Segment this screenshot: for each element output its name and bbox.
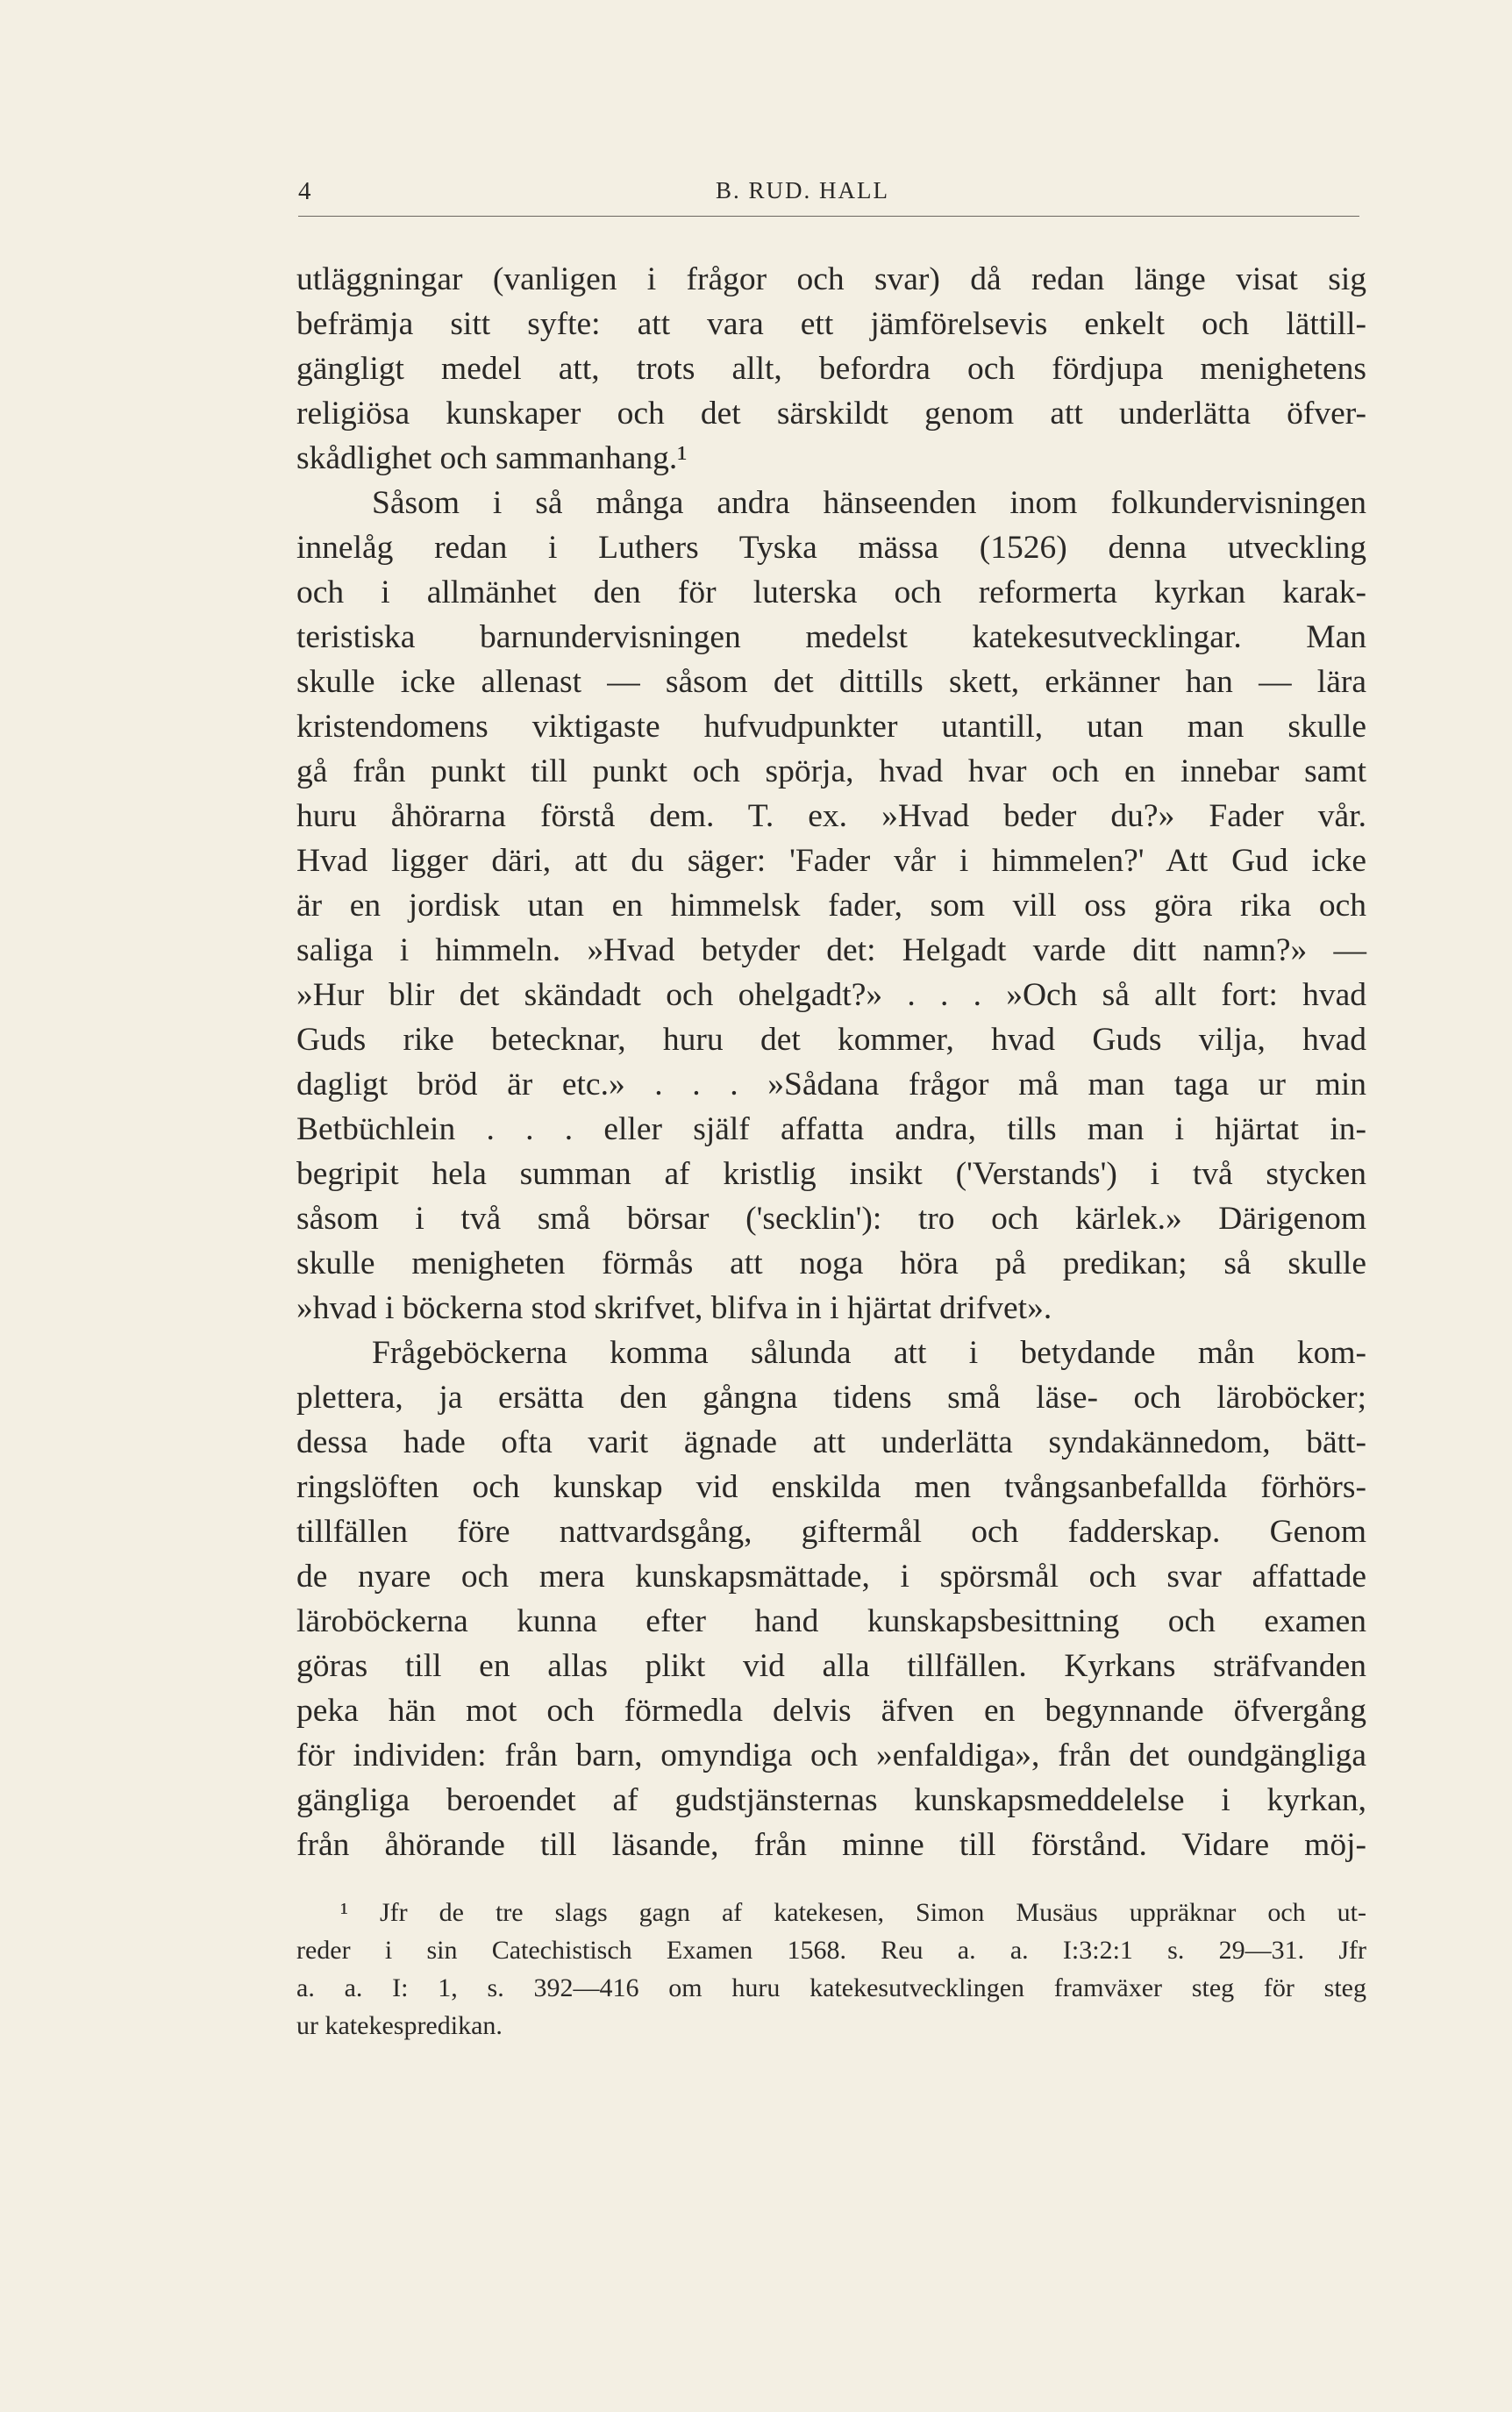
text-line: från åhörande till läsande, från minne till förstånd. Vidare möj- [296, 1827, 1366, 1863]
text-line: teristiska barnundervisningen medelst katekesutvecklingar. Man [296, 619, 1366, 655]
page-number: 4 [298, 177, 311, 205]
text-line: gängliga beroendet af gudstjänsternas kunskapsmeddelelse i kyrkan, [296, 1782, 1366, 1818]
text-line: dessa hade ofta varit ägnade att underlätta syndakännedom, bätt- [296, 1424, 1366, 1460]
text-line: skådlighet och sammanhang.¹ [296, 440, 688, 476]
text-line: religiösa kunskaper och det särskildt genom att underlätta öfver- [296, 396, 1366, 432]
text-line: utläggningar (vanligen i frågor och svar) då redan länge visat sig [296, 261, 1366, 297]
text-line: Såsom i så många andra hänseenden inom folkundervisningen [372, 485, 1366, 521]
text-line: kristendomens viktigaste hufvudpunkter utantill, utan man skulle [296, 709, 1366, 745]
text-line: Guds rike betecknar, huru det kommer, hvad Guds vilja, hvad [296, 1022, 1366, 1058]
text-line: läroböckerna kunna efter hand kunskapsbesittning och examen [296, 1603, 1366, 1639]
text-line: innelåg redan i Luthers Tyska mässa (1526) denna utveckling [296, 530, 1366, 566]
text-line: peka hän mot och förmedla delvis äfven en begynnande öfvergång [296, 1693, 1366, 1729]
text-line: skulle icke allenast — såsom det dittills skett, erkänner han — lära [296, 664, 1366, 700]
text-line: befrämja sitt syfte: att vara ett jämförelsevis enkelt och lättill- [296, 306, 1366, 342]
running-head: B. RUD. HALL [716, 177, 889, 203]
text-line: är en jordisk utan en himmelsk fader, som vill oss göra rika och [296, 888, 1366, 924]
text-line: ringslöften och kunskap vid enskilda men tvångsanbefallda förhörs- [296, 1469, 1366, 1505]
text-line: Hvad ligger däri, att du säger: 'Fader vår i himmelen?' Att Gud icke [296, 843, 1366, 879]
text-line: saliga i himmeln. »Hvad betyder det: Helgadt varde ditt namn?» — [296, 932, 1366, 968]
text-line: tillfällen före nattvardsgång, giftermål och fadderskap. Genom [296, 1514, 1366, 1550]
text-line: gängligt medel att, trots allt, befordra och fördjupa menighetens [296, 351, 1366, 387]
footnote-line: reder i sin Catechistisch Examen 1568. Reu a. a. I:3:2:1 s. 29—31. Jfr [296, 1936, 1366, 1965]
text-line: dagligt bröd är etc.» . . . »Sådana frågor må man taga ur min [296, 1067, 1366, 1103]
text-line: de nyare och mera kunskapsmättade, i spörsmål och svar affattade [296, 1559, 1366, 1595]
text-line: »Hur blir det skändadt och ohelgadt?» . . . »Och så allt fort: hvad [296, 977, 1366, 1013]
page-header [298, 175, 1359, 217]
text-line: plettera, ja ersätta den gångna tidens små läse- och läroböcker; [296, 1380, 1366, 1416]
text-line: huru åhörarna förstå dem. T. ex. »Hvad beder du?» Fader vår. [296, 798, 1366, 834]
text-line: såsom i två små börsar ('secklin'): tro och kärlek.» Därigenom [296, 1201, 1366, 1237]
text-line: »hvad i böckerna stod skrifvet, blifva in i hjärtat drifvet». [296, 1290, 1052, 1326]
text-line: begripit hela summan af kristlig insikt ('Verstands') i två stycken [296, 1156, 1366, 1192]
text-line: skulle menigheten förmås att noga höra på predikan; så skulle [296, 1245, 1366, 1281]
text-line: gå från punkt till punkt och spörja, hvad hvar och en innebar samt [296, 753, 1366, 789]
text-line: Betbüchlein . . . eller själf affatta andra, tills man i hjärtat in- [296, 1111, 1366, 1147]
footnote-line: ur katekespredikan. [296, 2011, 503, 2040]
text-line: göras till en allas plikt vid alla tillfällen. Kyrkans sträfvanden [296, 1648, 1366, 1684]
text-line: för individen: från barn, omyndiga och »enfaldiga», från det oundgängliga [296, 1738, 1366, 1773]
footnote-line: ¹ Jfr de tre slags gagn af katekesen, Simon Musäus uppräknar och ut- [340, 1898, 1366, 1927]
text-line: Frågeböckerna komma sålunda att i betydande mån kom- [372, 1335, 1366, 1371]
footnote-line: a. a. I: 1, s. 392—416 om huru katekesutvecklingen framväxer steg för steg [296, 1973, 1366, 2002]
text-line: och i allmänhet den för luterska och reformerta kyrkan karak- [296, 574, 1366, 610]
